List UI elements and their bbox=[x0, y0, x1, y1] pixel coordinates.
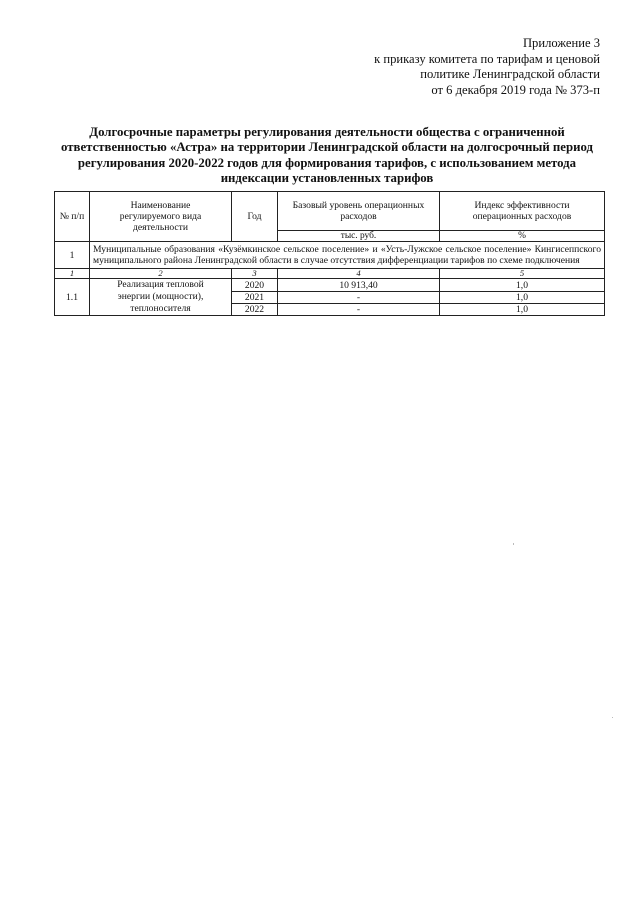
column-number: 3 bbox=[232, 269, 278, 279]
document-title bbox=[52, 125, 602, 187]
header-index-line-1: Индекс эффективности bbox=[474, 200, 570, 211]
header-activity-line-2: регулируемого вида bbox=[119, 211, 202, 222]
header-year: Год bbox=[232, 192, 278, 242]
unit-index: % bbox=[440, 231, 605, 242]
table-row bbox=[55, 279, 605, 291]
header-row bbox=[55, 192, 605, 231]
header-activity-line-1: Наименование bbox=[130, 200, 191, 211]
item-activity-name bbox=[90, 279, 232, 316]
header-index-line-2: операционных расходов bbox=[472, 211, 572, 222]
row-year: 2020 bbox=[232, 279, 278, 291]
title-line-1: Долгосрочные параметры регулирования деятельности общества с ограниченной bbox=[89, 125, 565, 139]
column-number: 5 bbox=[440, 269, 605, 279]
title-line-2: ответственностью «Астра» на территории Ленинградской области на долгосрочный период bbox=[61, 140, 593, 155]
header-efficiency-index bbox=[440, 192, 605, 231]
column-number: 1 bbox=[55, 269, 90, 279]
header-base-line-1: Базовый уровень операционных bbox=[292, 200, 425, 211]
scan-speck bbox=[612, 717, 613, 718]
title-line-3: регулирования 2020-2022 годов для формирования тарифов, с использованием метода bbox=[77, 155, 577, 170]
row-base-level: 10 913,40 bbox=[278, 279, 440, 291]
row-year: 2022 bbox=[232, 304, 278, 316]
row-base-level: - bbox=[278, 304, 440, 316]
appendix-block bbox=[270, 36, 600, 98]
header-activity-line-3: деятельности bbox=[133, 222, 188, 233]
row-base-level: - bbox=[278, 291, 440, 303]
appendix-line-1: Приложение 3 bbox=[522, 36, 600, 50]
item-num: 1.1 bbox=[55, 279, 90, 316]
header-base-level bbox=[278, 192, 440, 231]
header-base-line-2: расходов bbox=[340, 211, 377, 222]
unit-base: тыс. руб. bbox=[278, 231, 440, 242]
header-num: № п/п bbox=[55, 192, 90, 242]
title-line-4: индексации установленных тарифов bbox=[220, 171, 434, 186]
column-number: 4 bbox=[278, 269, 440, 279]
group-num: 1 bbox=[55, 242, 90, 269]
appendix-line-3: политике Ленинградской области bbox=[420, 67, 600, 82]
group-description: Муниципальные образования «Кузёмкинское сельское поселение» и «Усть-Лужское сельское поселение» Кингисеппского муниципального района Ленинградской области в случае отсутствия дифференциации тарифов по схеме подключения bbox=[90, 242, 605, 269]
row-year: 2021 bbox=[232, 291, 278, 303]
item-name-line-2: энергии (мощности), bbox=[117, 291, 204, 303]
appendix-line-4: от 6 декабря 2019 года № 373-п bbox=[431, 82, 600, 97]
appendix-line-2: к приказу комитета по тарифам и ценовой bbox=[374, 51, 600, 66]
parameters-table bbox=[54, 191, 605, 316]
scan-speck bbox=[513, 543, 514, 545]
row-efficiency-index: 1,0 bbox=[440, 304, 605, 316]
item-name-line-3: теплоносителя bbox=[130, 303, 191, 315]
header-activity bbox=[90, 192, 232, 242]
row-efficiency-index: 1,0 bbox=[440, 291, 605, 303]
column-numbers-row bbox=[55, 269, 605, 279]
row-efficiency-index: 1,0 bbox=[440, 279, 605, 291]
group-row bbox=[55, 242, 605, 269]
item-name-line-1: Реализация тепловой bbox=[117, 279, 204, 291]
column-number: 2 bbox=[90, 269, 232, 279]
